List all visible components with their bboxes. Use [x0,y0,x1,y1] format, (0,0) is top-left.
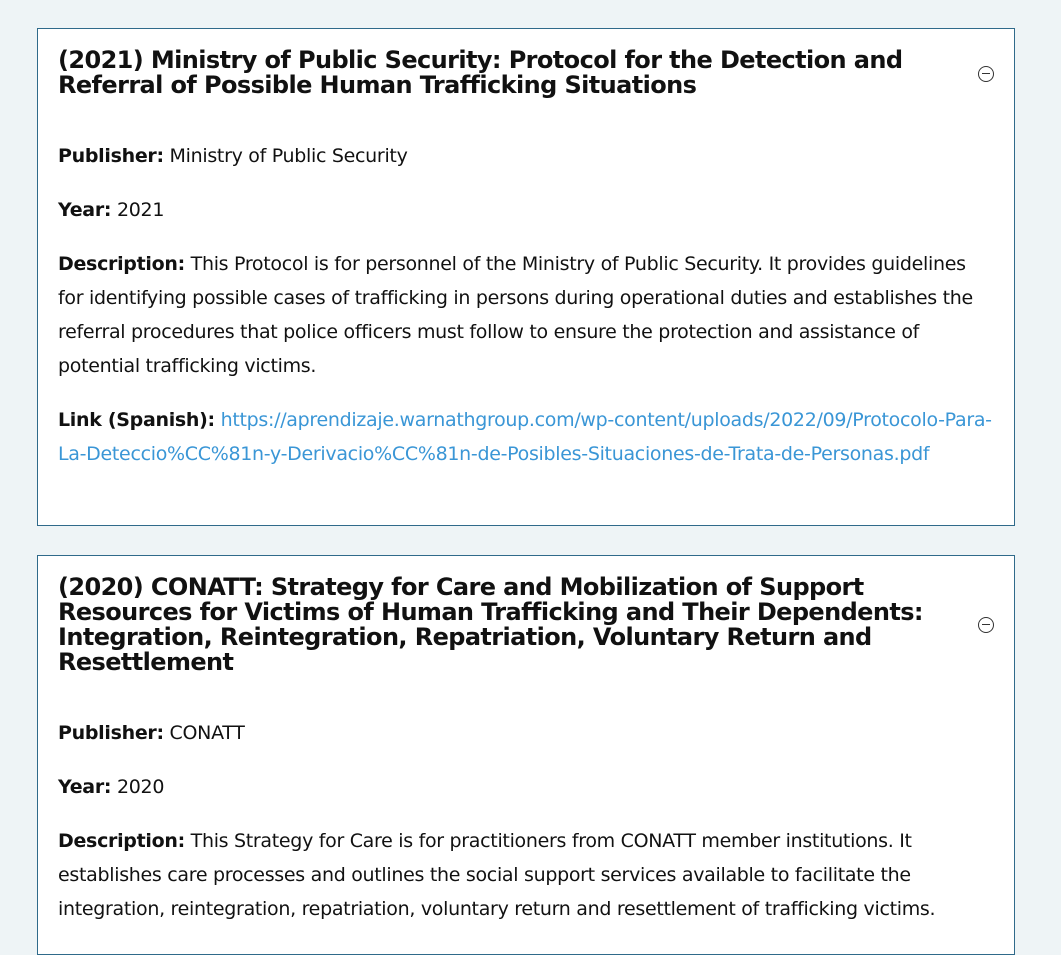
publisher-value: Ministry of Public Security [169,145,408,167]
publisher-label: Publisher: [58,722,164,744]
resource-card [37,28,1015,526]
year-label: Year: [58,776,112,798]
year-field [58,193,994,227]
card-header[interactable] [38,29,1014,98]
collapse-toggle-icon[interactable] [978,66,994,82]
card-header[interactable] [38,556,1014,675]
description-label: Description: [58,253,185,275]
card-body [38,716,1014,926]
year-field [58,770,994,804]
year-value: 2020 [116,776,165,798]
resource-card [37,555,1015,955]
description-label: Description: [58,830,185,852]
year-label: Year: [58,199,112,221]
card-title: (2020) CONATT: Strategy for Care and Mobilization of Support Resources for Victims of Human Trafficking and Their Dependents: Integration, Reintegration, Repatriation, Voluntary Return and Resettlement [58,573,923,676]
publisher-label: Publisher: [58,145,164,167]
card-body [38,139,1014,471]
description-field [58,247,994,383]
description-field [58,824,994,926]
link-label: Link (Spanish): [58,409,215,431]
publisher-value: CONATT [169,722,245,744]
card-title: (2021) Ministry of Public Security: Protocol for the Detection and Referral of Possible Human Trafficking Situations [58,46,903,99]
year-value: 2021 [116,199,165,221]
link-field [58,403,994,471]
description-value: This Protocol is for personnel of the Ministry of Public Security. It provides guidelines for identifying possible cases of trafficking in persons during operational duties and establishes the referral procedures that police officers must follow to ensure the protection and assistance of potential trafficking victims. [58,253,973,377]
description-value: This Strategy for Care is for practitioners from CONATT member institutions. It establishes care processes and outlines the social support services available to facilitate the integration, reintegration, repatriation, voluntary return and resettlement of trafficking victims. [58,830,936,920]
publisher-field [58,716,994,750]
publisher-field [58,139,994,173]
collapse-toggle-icon[interactable] [978,617,994,633]
document-link[interactable]: https://aprendizaje.warnathgroup.com/wp-content/uploads/2022/09/Protocolo-Para-La-Deteccio%CC%81n-y-Derivacio%CC%81n-de-Posibles-Situaciones-de-Trata-de-Personas.pdf [58,409,992,465]
